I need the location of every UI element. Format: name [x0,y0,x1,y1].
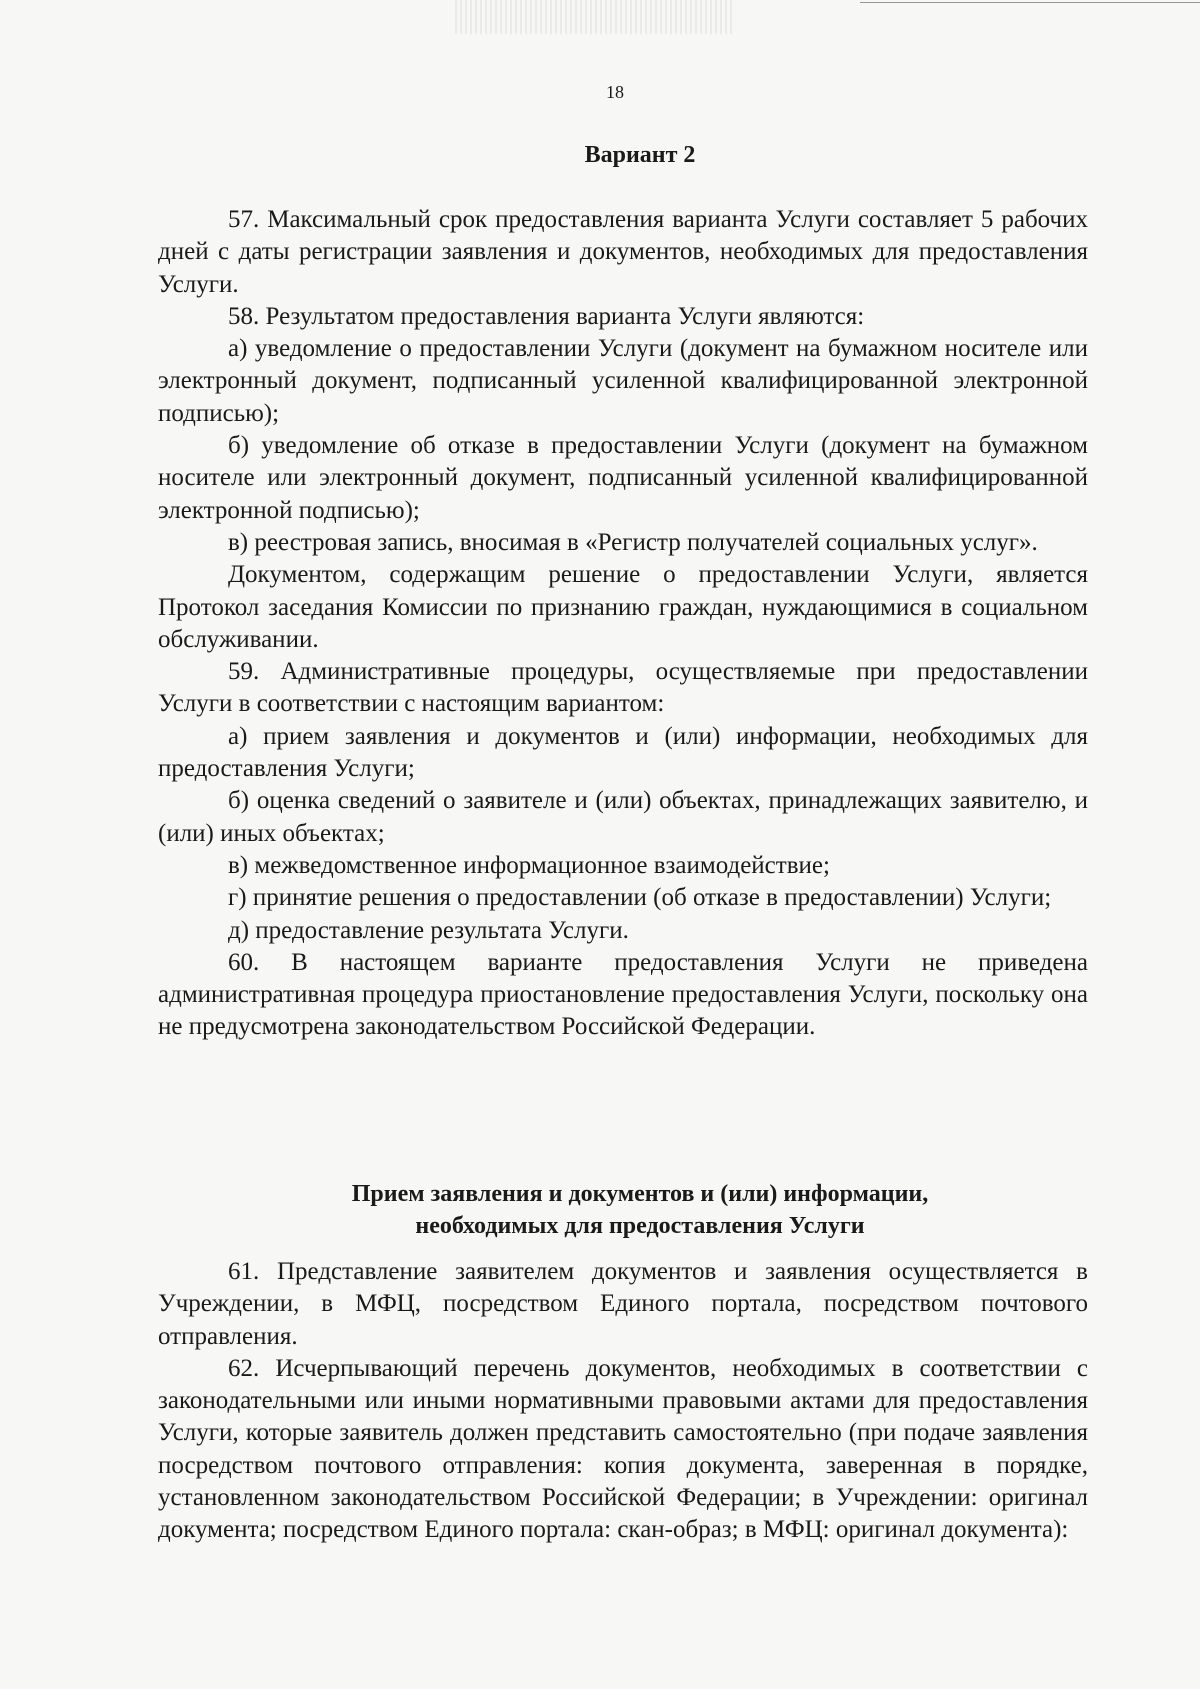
paragraph-58: 58. Результатом предоставления варианта Услуги являются: [228,302,865,330]
paragraph-58b: б) уведомление об отказе в предоставлении Услуги (документ на бумажном носителе или электронный документ, подписанный усиленной квалифицированной электронной подписью); [158,432,1088,524]
paragraph-59: 59. Административные процедуры, осуществляемые при предоставлении Услуги в соответствии с настоящим вариантом: [158,658,1088,718]
paragraph-61: 61. Представление заявителем документов и заявления осуществляется в Учреждении, в МФЦ, посредством Единого портала, посредством почтового отправления. [158,1258,1088,1350]
paragraph-decision-document: Документом, содержащим решение о предоставлении Услуги, является Протокол заседания Комиссии по признанию граждан, нуждающимися в социальном обслуживании. [158,561,1088,653]
body-text-part1 [158,204,1088,1044]
paragraph-60: 60. В настоящем варианте предоставления Услуги не приведена административная процедура приостановление предоставления Услуги, поскольку она не предусмотрена законодательством Российской Федерации. [158,948,1088,1041]
paragraph-59v: в) межведомственное информационное взаимодействие; [228,851,830,879]
paragraph-62: 62. Исчерпывающий перечень документов, необходимых в соответствии с законодательными или иными нормативными правовыми актами для предоставления Услуги, которые заявитель должен представить самостоятельно (при подаче заявления посредством почтового отправления: копия документа, заверенная в порядке, установленном законодательством Российской Федерации; в Учреждении: оригинал документа; посредством Единого портала: скан-образ; в МФЦ: оригинал документа): [158,1354,1088,1544]
section-heading-line1: Прием заявления и документов и (или) информации, [351,1181,929,1207]
section-heading [85,1178,1195,1242]
body-text-part2 [158,1256,1088,1547]
scan-edge-line [860,2,1200,3]
paragraph-58a: а) уведомление о предоставлении Услуги (документ на бумажном носителе или электронный документ, подписанный усиленной квалифицированной электронной подписью); [158,335,1088,427]
paragraph-59d: д) предоставление результата Услуги. [228,916,629,944]
paragraph-59a: а) прием заявления и документов и (или) информации, необходимых для предоставления Услуги; [158,722,1088,783]
paragraph-57: 57. Максимальный срок предоставления варианта Услуги составляет 5 рабочих дней с даты регистрации заявления и документов, необходимых для предоставления Услуги. [158,206,1088,298]
scan-artifact [455,0,735,34]
page-number: 18 [606,82,624,102]
paragraph-59b: б) оценка сведений о заявителе и (или) объектах, принадлежащих заявителю, и (или) иных объектах; [158,787,1088,847]
variant-heading: Вариант 2 [584,142,696,168]
paragraph-59g: г) принятие решения о предоставлении (об отказе в предоставлении) Услуги; [228,884,1052,912]
section-heading-line2: необходимых для предоставления Услуги [415,1213,865,1239]
paragraph-58v: в) реестровая запись, вносимая в «Регистр получателей социальных услуг». [228,528,1038,556]
